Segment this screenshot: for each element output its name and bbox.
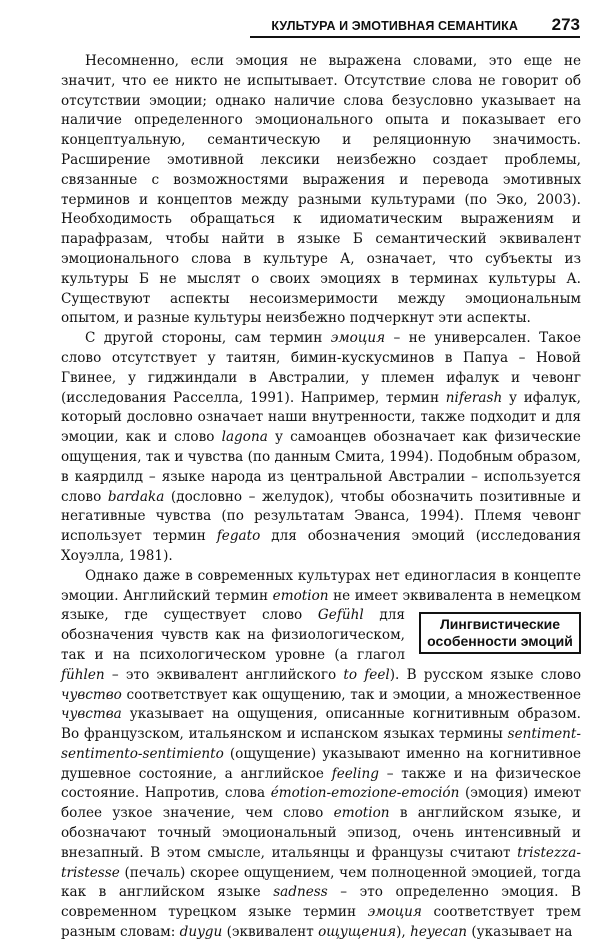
text-run: соответствует трем разным словам:: [61, 904, 581, 941]
text-run: Однако даже в современных культурах нет единогласия в концепте эмоции. Английский термин: [61, 567, 581, 604]
text-run: указывает на ощущения, описанные когнитивным образом. Во французском, итальянском и испанском языках термины: [61, 706, 581, 743]
term: emotion: [272, 587, 329, 604]
margin-heading-box: [419, 612, 581, 654]
term: heyecan: [410, 924, 468, 941]
header-rule: [250, 36, 580, 38]
paragraph-2: [61, 329, 581, 567]
text-run: в английском языке, и обозначают точный эмоциональный эпизод, очень интенсивный и внезапный. В этом смысле, итальянцы и французы считают: [61, 805, 581, 861]
text-run: ),: [396, 924, 411, 941]
text-run: – не универсален. Такое слово отсутствует у таитян, бимин-кускусминов в Папуа – Новой Гвинее, у гиджиндали в Австралии, у племен ифалук и чевонг (исследования Расселла, 1991). Например, термин: [61, 330, 581, 406]
running-title: КУЛЬТУРА И ЭМОТИВНАЯ СЕМАНТИКА: [271, 19, 518, 33]
term: tristezza-tristesse: [61, 844, 581, 881]
page-number: 273: [551, 15, 580, 34]
text-run: – это определенно эмоция. В современном турецком языке термин: [61, 884, 582, 921]
margin-heading-line-1: Лингвистические: [439, 616, 561, 633]
term: lagona: [221, 429, 268, 446]
text-run: С другой стороны, сам термин: [85, 330, 331, 347]
term: emotion: [333, 805, 390, 822]
term: sadness: [273, 884, 328, 901]
text-run: (ощущение) указывают именно на когнитивное душевное состояние, а английское: [61, 745, 581, 782]
text-run: у самоанцев обозначает как физические ощущения, так и чувства (по данным Смита, 1994). Подобным образом, в каярдилд – языке народа из центральной Австралии – используется слово: [61, 429, 581, 505]
term: niferash: [445, 389, 503, 406]
text-run: для обозначения чувств как на физиологическом, так и на психологическом уровне (а глагол: [61, 607, 405, 663]
text-run: (указывает на: [467, 924, 573, 941]
paragraph-3: [61, 567, 581, 943]
body-text: [61, 52, 581, 943]
running-header: [250, 14, 580, 36]
text-run: (печаль) скорее ощущением, чем полноценной эмоцией, тогда как в английском языке: [61, 864, 581, 901]
term: чувства: [61, 706, 122, 723]
text-run: не имеет эквивалента в немецком языке, где существует слово: [61, 587, 581, 624]
text-run: (эмоция) имеют более узкое значение, чем слово: [61, 785, 581, 822]
term: fegato: [216, 528, 261, 545]
term: чувство: [61, 686, 122, 703]
paragraph-1: [61, 52, 581, 329]
term: émotion-emozione-emoción: [270, 785, 460, 802]
text-run: – это эквивалент английского: [104, 666, 344, 683]
paragraph-1-text: Несомненно, если эмоция не выражена словами, это еще не значит, что ее никто не испытывает. Отсутствие слова не говорит об отсутствии эмоции; однако наличие слова безусловно указывает на наличие определенного эмоционального опыта и показывает его концептуальную, семантическую и реляционную значимость. Расширение эмотивной лексики неизбежно создает проблемы, связанные с возможностями выражения и перевода эмотивных терминов и концептов между разными культурами (по Эко, 2003). Необходимость обращаться к идиоматическим выражениям и парафразам, чтобы найти в языке Б семантический эквивалент эмоционального слова в культуре А, означает, что субъекты из культуры Б не мыслят о своих эмоциях в терминах культуры А. Существуют аспекты несоизмеримости между эмоциональным опытом, и разные культуры неизбежно подчеркнут эти аспекты.: [61, 53, 581, 327]
term: to feel: [343, 666, 390, 683]
text-run: соответствует как ощущению, так и эмоции, а множественное: [121, 686, 581, 703]
text-run: для обозначения эмоций (исследования Хоуэлла, 1981).: [61, 528, 581, 564]
term: fühlen: [61, 666, 105, 683]
term: ощущения: [318, 924, 397, 941]
term: duygu: [179, 924, 223, 941]
term: sentiment-sentimento-sentimiento: [61, 726, 581, 762]
term: Gefühl: [317, 607, 364, 624]
term: bardaka: [107, 488, 165, 505]
text-run: у ифалук, который дословно означает наши внутренности, также подходит и для эмоции, как и слово: [61, 389, 581, 446]
term: эмоция: [330, 330, 386, 347]
text-run: – также и на физическое состояние. Напротив, слова: [61, 765, 581, 802]
text-run: ). В русском языке слово: [389, 666, 582, 683]
margin-heading-line-2: особенности эмоций: [427, 633, 573, 650]
term: feeling: [331, 765, 379, 782]
term: эмоция: [367, 904, 422, 921]
text-run: (дословно – желудок), чтобы обозначить позитивные и негативные чувства (по результатам Эванса, 1994). Племя чевонг использует термин: [61, 488, 581, 545]
text-run: (эквивалент: [222, 924, 319, 941]
